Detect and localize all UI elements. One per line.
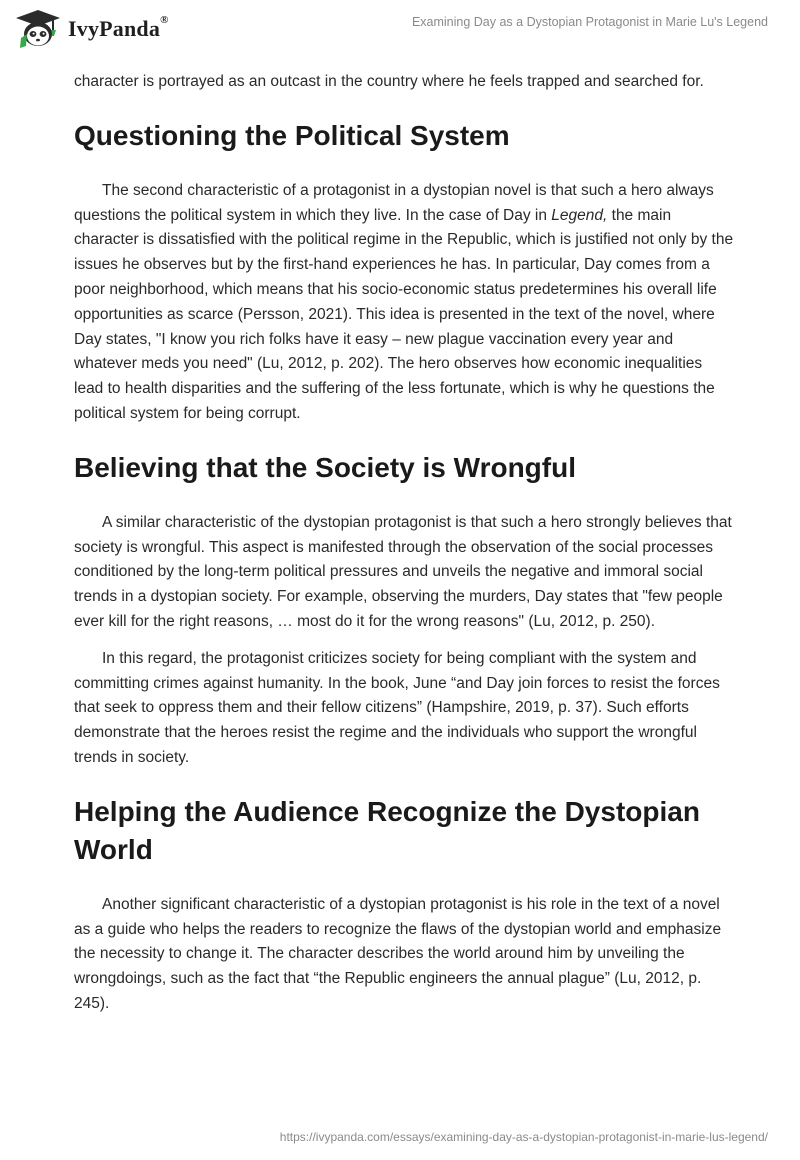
section-heading-dystopian-world: Helping the Audience Recognize the Dystopian World [74, 795, 700, 865]
paragraph-dystopian-world: Another significant characteristic of a dystopian protagonist is his role in the text of a novel as a guide who helps the readers to recognize the flaws of the dystopian world and emphasize the necessity to change it. The character describes the world around him by unveiling the wrongdoings, such as the fact that “the Republic engineers the annual plague” (Lu, 2012, p. 245). [74, 895, 722, 1012]
document-title: Examining Day as a Dystopian Protagonist in Marie Lu's Legend [411, 15, 768, 29]
book-title-legend: Legend, [551, 206, 608, 224]
essay-body [74, 70, 734, 1029]
paragraph-wrongful-society-1: A similar characteristic of the dystopian protagonist is that such a hero strongly believes that society is wrongful. This aspect is manifested through the observation of the social processes conditioned by the long-term political pressures and unveils the negative and immoral social trends in a dystopian society. For example, observing the murders, Day states that "few people ever kill for the right reasons, … most do it for the wrong reasons" (Lu, 2012, p. 250). [74, 513, 732, 630]
section-heading-wrongful-society: Believing that the Society is Wrongful [74, 451, 576, 483]
source-url-link[interactable]: https://ivypanda.com/essays/examining-day-as-a-dystopian-protagonist-in-marie-lus-legend/ [279, 1130, 768, 1144]
panda-graduate-icon [14, 8, 62, 50]
page-header [0, 0, 800, 62]
paragraph-wrongful-society-2: In this regard, the protagonist criticizes society for being compliant with the system and committing crimes against humanity. In the book, June “and Day join forces to resist the forces that seek to oppress them and their fellow citizens” (Hampshire, 2019, p. 37). Such efforts demonstrate that the heroes resist the regime and the individuals who support the wrongful trends in society. [74, 649, 720, 766]
intro-continuation-paragraph: character is portrayed as an outcast in the country where he feels trapped and searched for. [74, 73, 704, 90]
section-heading-political-system: Questioning the Political System [74, 119, 510, 151]
paragraph-political-system: The second characteristic of a protagonist in a dystopian novel is that such a hero always questions the political system in which they live. In the case of Day in Legend, the main character is dissatisfied with the political regime in the Republic, which is justified not only by the issues he observes but by the first-hand experiences he has. In particular, Day comes from a poor neighborhood, which means that his socio-economic status predetermines his overall life opportunities as scarce (Persson, 2021). This idea is presented in the text of the novel, where Day states, "I know you rich folks have it easy – new plague vaccination every year and whatever meds you need" (Lu, 2012, p. 202). The hero observes how economic inequalities lead to health disparities and the suffering of the less fortunate, which is why he questions the political system for being corrupt. [74, 181, 734, 422]
brand-name: IvyPanda® [68, 14, 169, 41]
ivypanda-logo[interactable] [14, 8, 169, 50]
